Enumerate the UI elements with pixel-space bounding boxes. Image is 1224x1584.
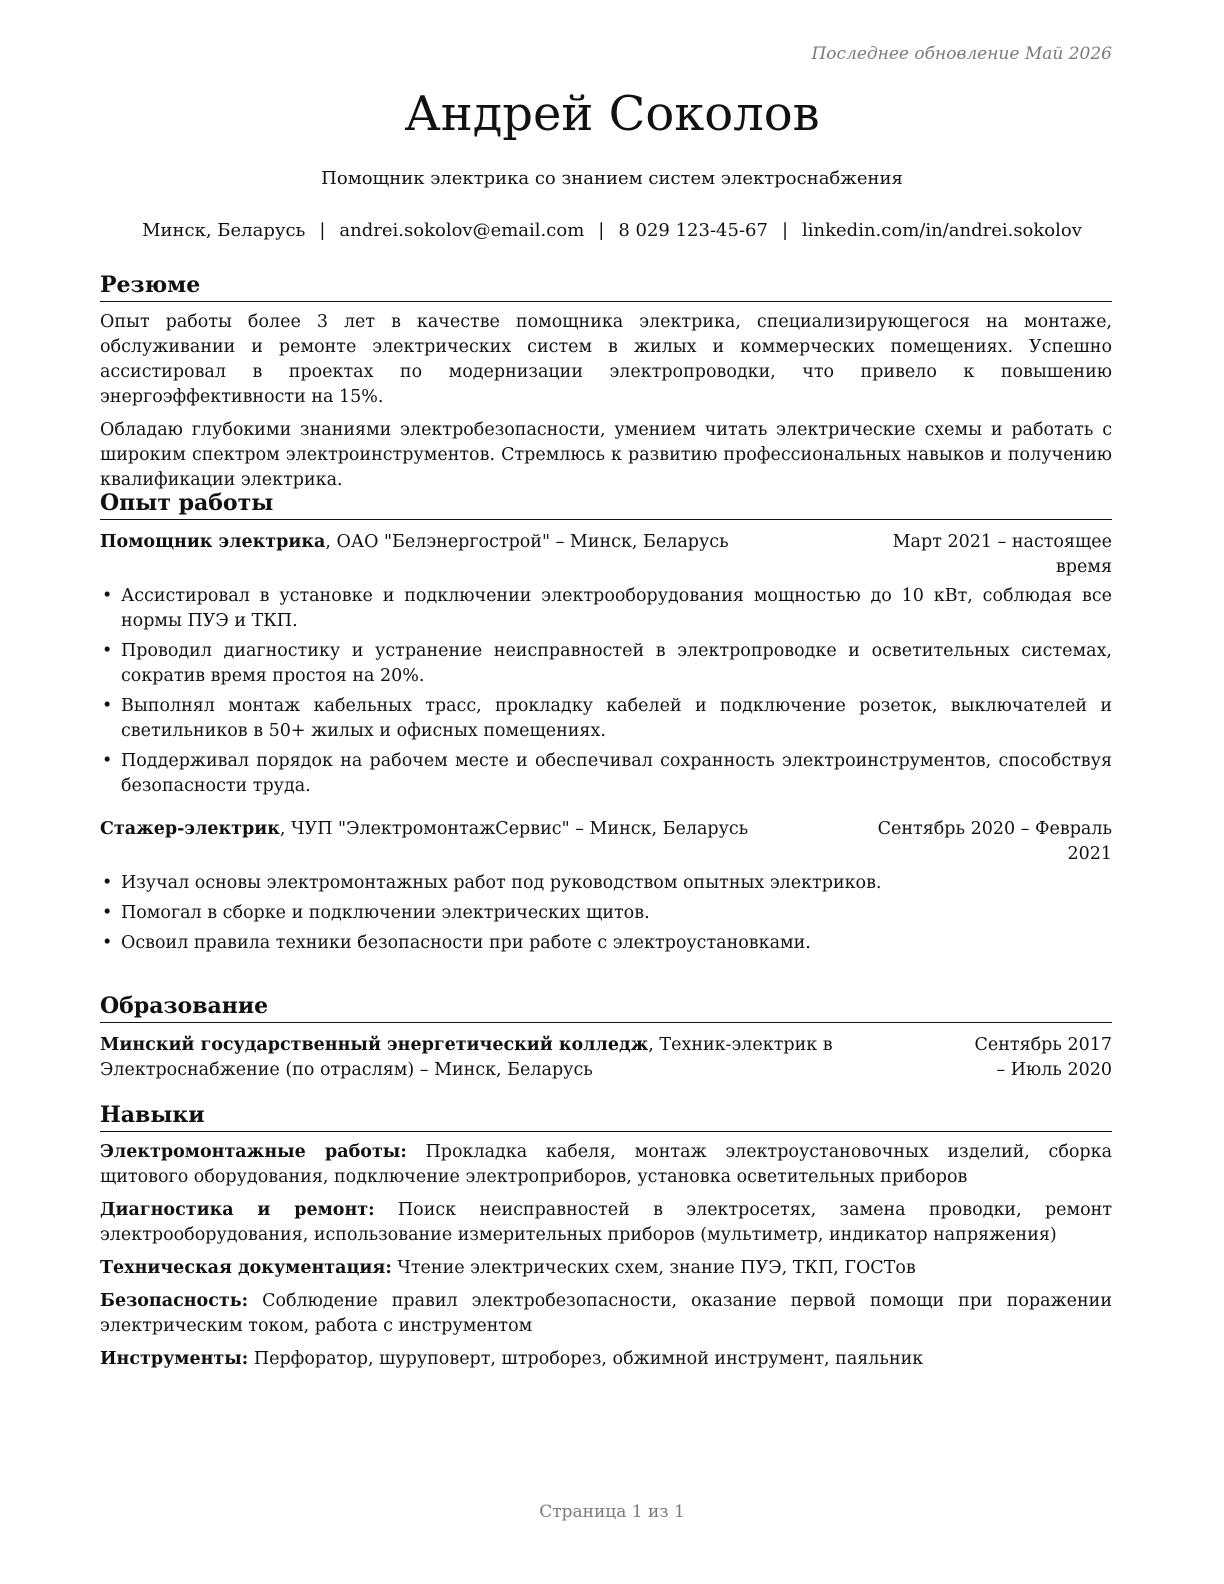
page-number: Страница 1 из 1 <box>539 1502 685 1522</box>
education-title: Образование <box>100 992 1112 1023</box>
education-entry <box>100 1033 1112 1083</box>
job-header <box>100 817 1112 867</box>
last-updated: Последнее обновление Май 2026 <box>811 44 1112 64</box>
bullet-text: Ассистировал в установке и подключении электрооборудования мощностью до 10 кВт, соблюдая все нормы ПУЭ и ТКП. <box>121 586 1112 631</box>
job-role: Помощник электрика <box>100 532 326 552</box>
summary-title: Резюме <box>100 271 1112 302</box>
bullet-text: Помогал в сборке и подключении электрических щитов. <box>121 903 650 923</box>
skill-item <box>100 1289 1112 1339</box>
list-item <box>100 694 1112 744</box>
job-role: Стажер-электрик <box>100 819 280 839</box>
job-org: , ОАО "Белэнергострой" – Минск, Беларусь <box>325 532 729 552</box>
skill-label: Техническая документация: <box>100 1258 392 1278</box>
job-bullets <box>100 584 1112 799</box>
skill-item <box>100 1347 1112 1372</box>
bullet-text: Выполнял монтаж кабельных трасс, прокладку кабелей и подключение розеток, выключателей и светильников в 50+ жилых и офисных помещениях. <box>121 696 1112 741</box>
bullet-dot: • <box>102 933 113 953</box>
candidate-name: Андрей Соколов <box>404 86 820 142</box>
summary-paragraph: Опыт работы более 3 лет в качестве помощника электрика, специализирующегося на монтаже, обслуживании и ремонте электрических систем в жилых и коммерческих помещениях. Успешно ассистировал в проектах по модернизации электропроводки, что привело к повышению энергоэффективности на 15%. <box>100 312 1112 407</box>
job-bullets <box>100 871 1112 956</box>
skill-item <box>100 1198 1112 1248</box>
list-item <box>100 871 1112 896</box>
skill-item <box>100 1256 1112 1281</box>
education-school: Минский государственный энергетический колледж <box>100 1035 649 1055</box>
bullet-dot: • <box>102 903 113 923</box>
list-item <box>100 639 1112 689</box>
skill-item <box>100 1140 1112 1190</box>
bullet-dot: • <box>102 696 113 716</box>
contact-phone[interactable]: 8 029 123-45-67 <box>618 220 768 241</box>
list-item <box>100 901 1112 926</box>
summary-section <box>100 271 1112 493</box>
contact-line <box>0 220 1224 241</box>
job-org: , ЧУП "ЭлектромонтажСервис" – Минск, Беларусь <box>279 819 749 839</box>
contact-separator: | <box>598 220 605 241</box>
contact-separator: | <box>781 220 789 241</box>
skill-label: Безопасность: <box>100 1291 249 1311</box>
contact-location: Минск, Беларусь <box>142 220 306 241</box>
bullet-dot: • <box>102 751 113 771</box>
bullet-text: Проводил диагностику и устранение неисправностей в электропроводке и осветительных системах, сократив время простоя на 20%. <box>121 641 1112 686</box>
skill-text: Прокладка кабеля, монтаж электроустановочных изделий, сборка щитового оборудования, подключение электроприборов, установка осветительных приборов <box>100 1142 1112 1187</box>
skill-text: Перфоратор, шуруповерт, штроборез, обжимной инструмент, паяльник <box>248 1349 924 1369</box>
job-dates: Сентябрь 2020 – Февраль 2021 <box>877 819 1112 864</box>
education-details: , Техник-электрик в Электроснабжение (по отраслям) – Минск, Беларусь <box>100 1035 833 1080</box>
contact-separator: | <box>319 220 326 241</box>
bullet-dot: • <box>102 586 113 606</box>
summary-paragraph: Обладаю глубокими знаниями электробезопасности, умением читать электрические схемы и работать с широким спектром электроинструментов. Стремлюсь к развитию профессиональных навыков и получению квалификации электрика. <box>100 420 1112 490</box>
education-dates: Сентябрь 2017 – Июль 2020 <box>974 1035 1112 1080</box>
candidate-subtitle: Помощник электрика со знанием систем электроснабжения <box>321 168 903 189</box>
bullet-text: Изучал основы электромонтажных работ под руководством опытных электриков. <box>121 873 882 893</box>
job-header <box>100 530 1112 580</box>
skill-label: Диагностика и ремонт: <box>100 1200 375 1220</box>
education-section <box>100 992 1112 1083</box>
skills-title: Навыки <box>100 1101 1112 1132</box>
experience-section <box>100 489 1112 961</box>
list-item <box>100 749 1112 799</box>
experience-title: Опыт работы <box>100 489 1112 520</box>
skill-text: Соблюдение правил электробезопасности, оказание первой помощи при поражении электрическим током, работа с инструментом <box>100 1291 1112 1336</box>
bullet-text: Освоил правила техники безопасности при работе с электроустановками. <box>121 933 811 953</box>
skill-text: Чтение электрических схем, знание ПУЭ, ТКП, ГОСТов <box>391 1258 916 1278</box>
bullet-dot: • <box>102 641 113 661</box>
contact-email[interactable]: andrei.sokolov@email.com <box>339 220 585 241</box>
skill-label: Инструменты: <box>100 1349 249 1369</box>
list-item <box>100 584 1112 634</box>
bullet-text: Поддерживал порядок на рабочем месте и обеспечивал сохранность электроинструментов, способствуя безопасности труда. <box>121 751 1112 796</box>
job-dates: Март 2021 – настоящее время <box>892 532 1112 577</box>
list-item <box>100 931 1112 956</box>
skill-text: Поиск неисправностей в электросетях, замена проводки, ремонт электрооборудования, использование измерительных приборов (мультиметр, индикатор напряжения) <box>100 1200 1113 1245</box>
skills-section <box>100 1101 1112 1372</box>
bullet-dot: • <box>102 873 113 893</box>
skill-label: Электромонтажные работы: <box>100 1142 407 1162</box>
contact-linkedin[interactable]: linkedin.com/in/andrei.sokolov <box>802 220 1082 241</box>
